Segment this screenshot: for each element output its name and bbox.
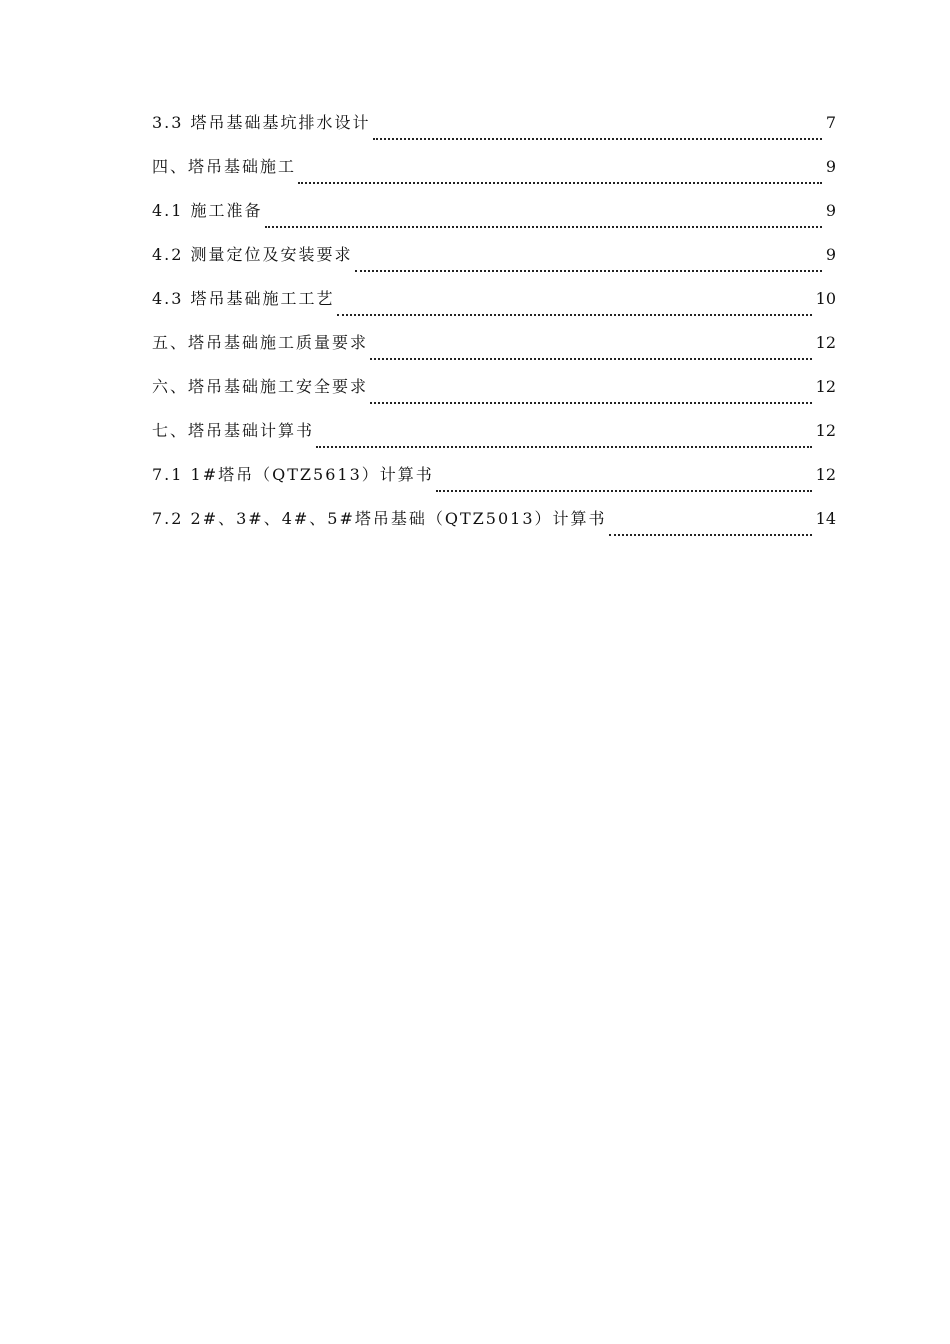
toc-entry-label: 4.3 塔吊基础施工工艺 — [152, 289, 335, 308]
toc-page-number: 9 — [825, 201, 836, 220]
toc-entry[interactable] — [152, 330, 836, 374]
toc-entry-label: 五、塔吊基础施工质量要求 — [152, 333, 369, 352]
toc-dot-leader — [298, 181, 822, 184]
toc-page-number: 10 — [815, 289, 836, 308]
toc-entry-label: 7.2 2#、3#、4#、5#塔吊基础（QTZ5013）计算书 — [152, 509, 607, 528]
toc-entry-label: 7.1 1#塔吊（QTZ5613）计算书 — [152, 465, 434, 484]
toc-dot-leader — [265, 225, 822, 228]
toc-entry[interactable] — [152, 462, 836, 506]
toc-page-number: 7 — [825, 113, 836, 132]
toc-page-number: 9 — [825, 157, 836, 176]
toc-dot-leader — [337, 313, 812, 316]
toc-entry[interactable] — [152, 242, 836, 286]
toc-entry[interactable] — [152, 154, 836, 198]
toc-dot-leader — [609, 533, 812, 536]
toc-entry[interactable] — [152, 286, 836, 330]
toc-page-number: 14 — [815, 509, 836, 528]
table-of-contents — [152, 110, 836, 550]
toc-entry[interactable] — [152, 506, 836, 550]
toc-page-number: 12 — [815, 377, 836, 396]
toc-entry[interactable] — [152, 418, 836, 462]
toc-page-number: 12 — [815, 465, 836, 484]
toc-page-number: 9 — [825, 245, 836, 264]
toc-dot-leader — [436, 489, 812, 492]
toc-entry-label: 4.2 测量定位及安装要求 — [152, 245, 353, 264]
toc-entry[interactable] — [152, 110, 836, 154]
toc-dot-leader — [370, 357, 812, 360]
toc-entry[interactable] — [152, 374, 836, 418]
toc-entry[interactable] — [152, 198, 836, 242]
toc-dot-leader — [355, 269, 822, 272]
toc-page-number: 12 — [815, 333, 836, 352]
toc-entry-label: 4.1 施工准备 — [152, 201, 263, 220]
toc-entry-label: 七、塔吊基础计算书 — [152, 421, 315, 440]
toc-dot-leader — [373, 137, 822, 140]
toc-dot-leader — [316, 445, 812, 448]
toc-page-number: 12 — [815, 421, 836, 440]
toc-entry-label: 六、塔吊基础施工安全要求 — [152, 377, 369, 396]
toc-entry-label: 四、塔吊基础施工 — [152, 157, 297, 176]
toc-dot-leader — [370, 401, 812, 404]
toc-entry-label: 3.3 塔吊基础基坑排水设计 — [152, 113, 371, 132]
